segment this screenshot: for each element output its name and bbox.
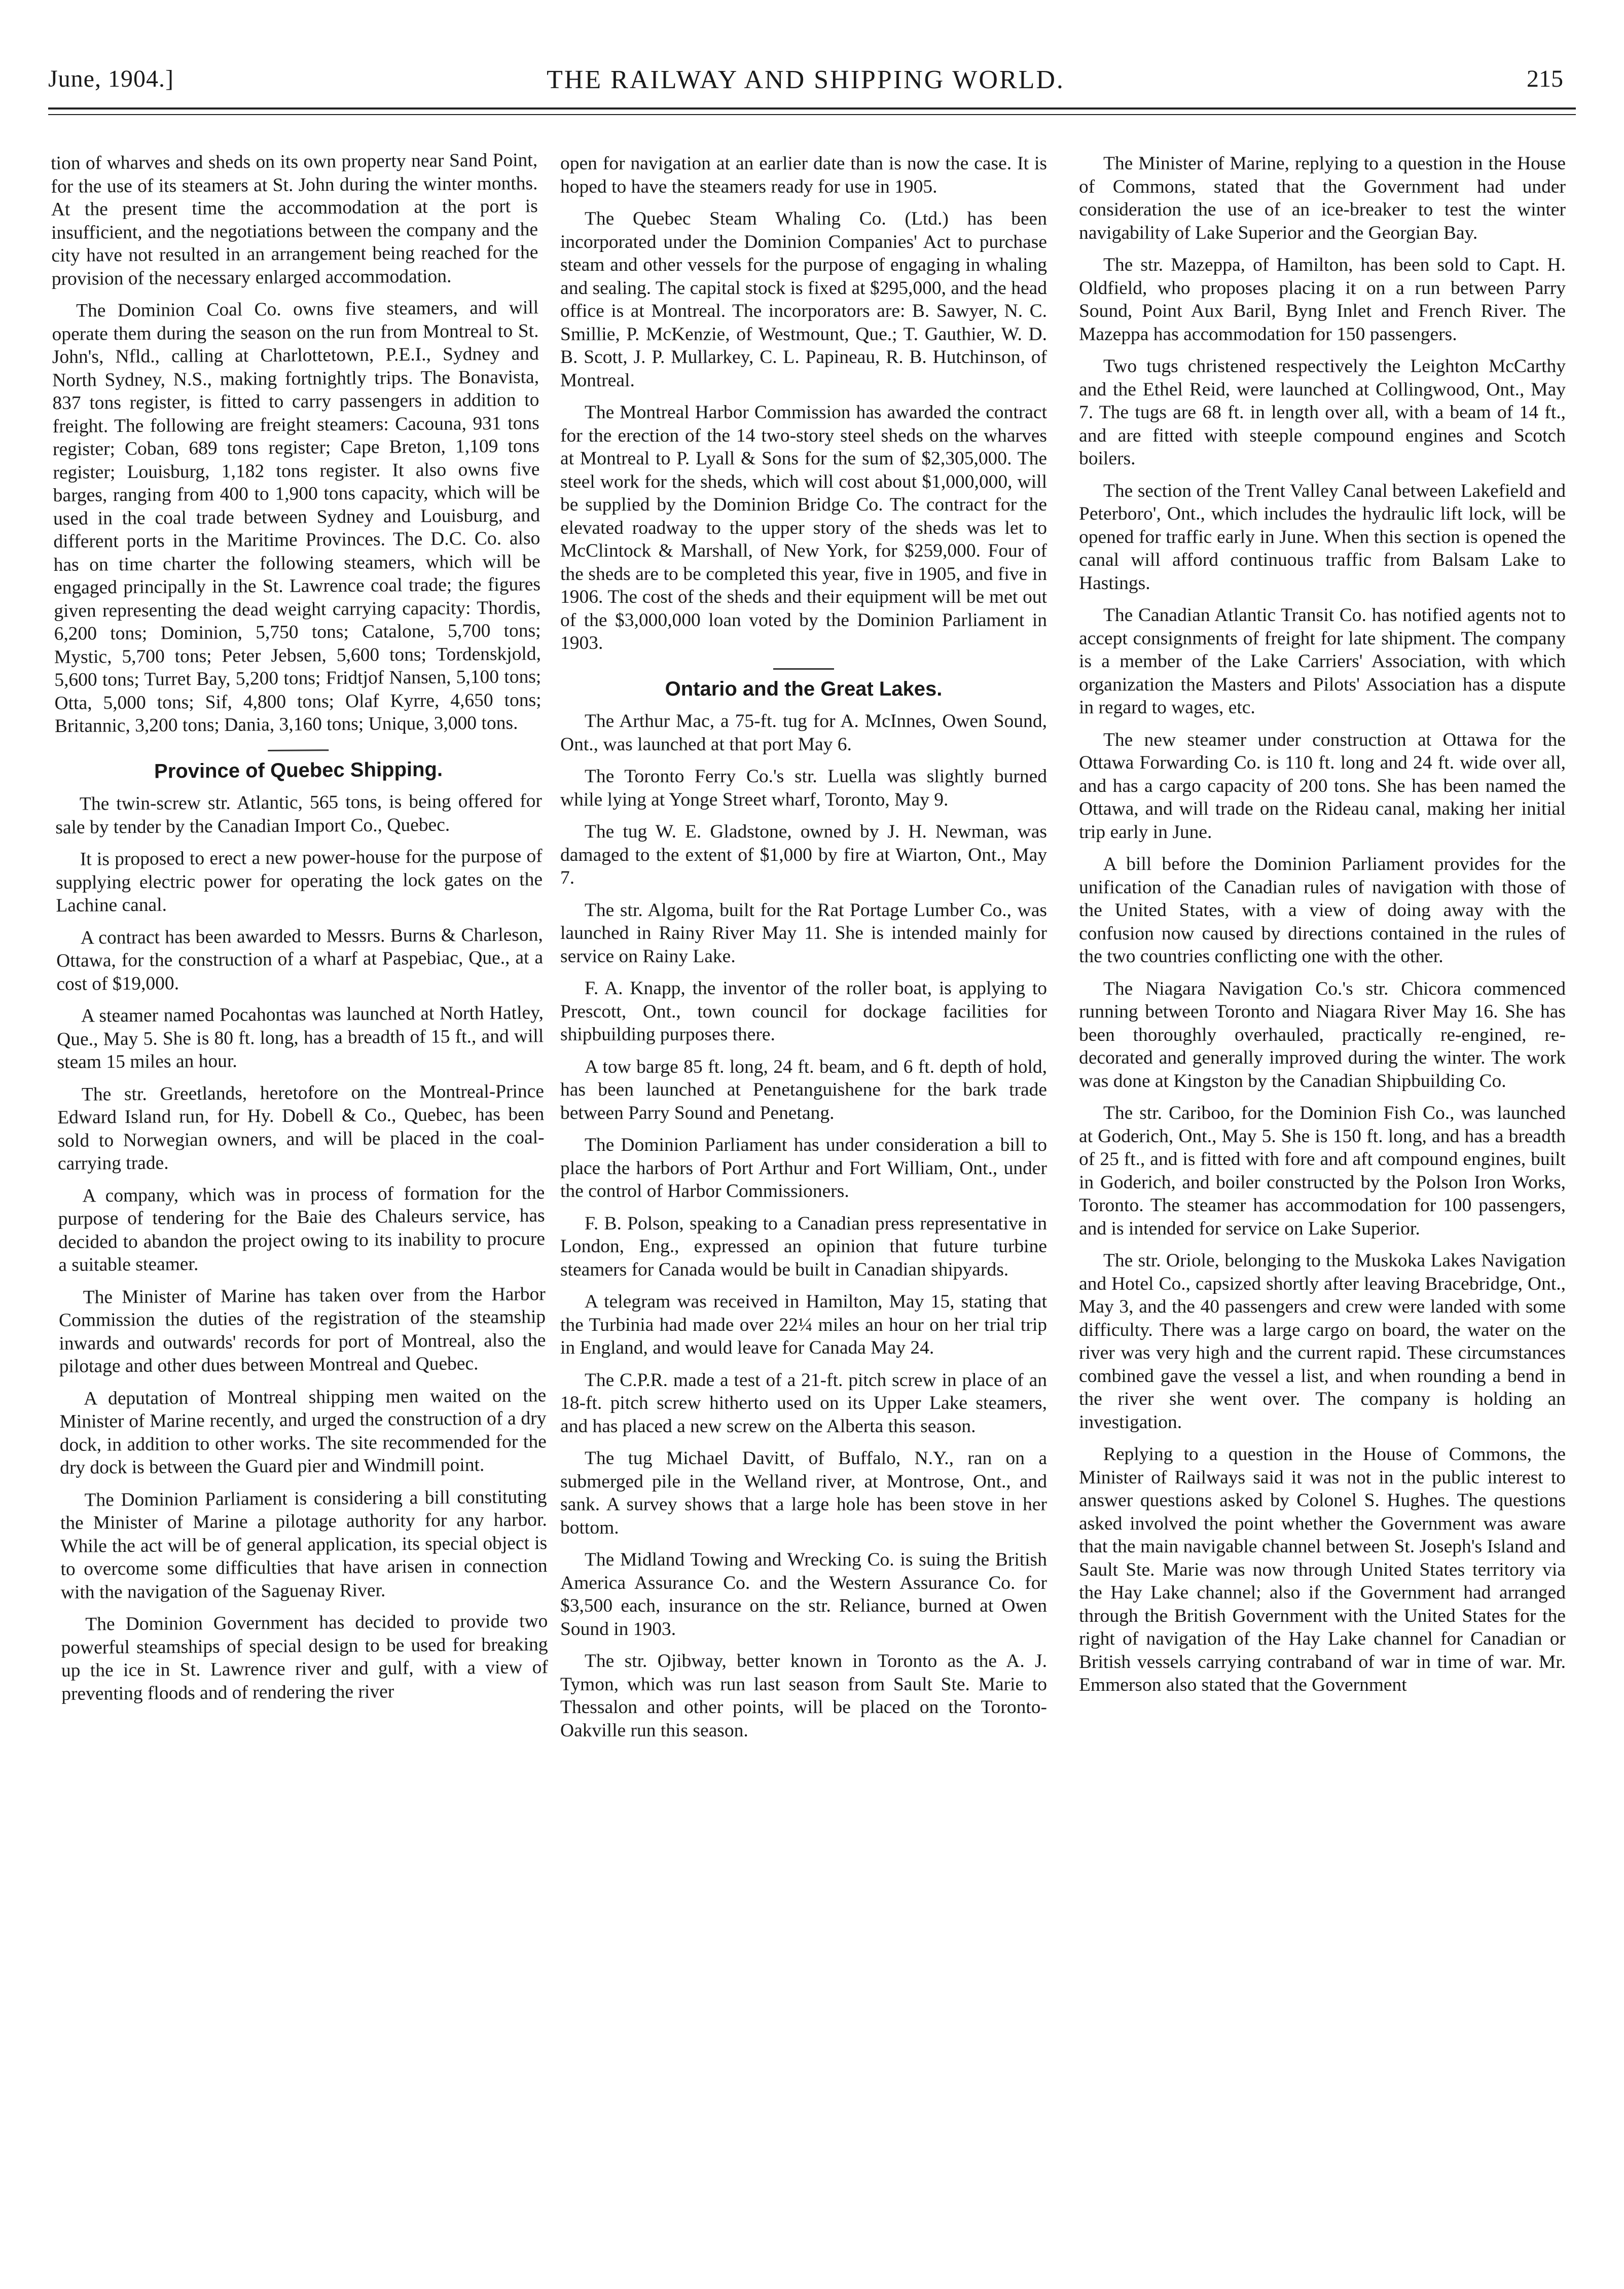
paragraph: F. A. Knapp, the inventor of the roller boat, is applying to Prescott, Ont., town council for dockage facilities for shipbuilding purposes there. [560, 978, 1047, 1045]
paragraph: It is proposed to erect a new power-house for the purpose of supplying electric power for operating the lock gates on the Lachine canal. [55, 846, 543, 916]
paragraph: The Quebec Steam Whaling Co. (Ltd.) has been incorporated under the Dominion Companies' Act to purchase steam and other vessels for the purpose of engaging in whaling and sealing. The capital stock is fixed at $295,000, and the head office is at Montreal. The incorporators are: B. Sawyer, N. C. Smillie, P. McKenzie, of Westmount, Que.; T. Gauthier, W. D. B. Scott, J. P. Mullarkey, C. L. Papineau, R. B. Hutchinson, of Montreal. [560, 208, 1047, 391]
section-heading: Province of Quebec Shipping. [154, 758, 443, 783]
paragraph: The twin-screw str. Atlantic, 565 tons, is being offered for sale by tender by the Canadian Import Co., Quebec. [55, 790, 543, 838]
paragraph: The Minister of Marine has taken over from the Harbor Commission the duties of the registration of the steamship inwards and outwards' records for port of Montreal, also the pilotage and other dues between Montreal and Quebec. [58, 1283, 546, 1377]
paragraph: A contract has been awarded to Messrs. Burns & Charleson, Ottawa, for the construction of a wharf at Paspebiac, Que., at a cost of $19,000. [56, 924, 544, 995]
column-middle [560, 152, 1047, 1751]
paragraph: A telegram was received in Hamilton, May 15, stating that the Turbinia had made over 22¼ miles an hour on her trial trip in England, and would leave for Canada May 24. [560, 1291, 1047, 1358]
paragraph: A tow barge 85 ft. long, 24 ft. beam, and 6 ft. depth of hold, has been launched at Penetanguishene for the bark trade between Parry Sound and Penetang. [560, 1056, 1047, 1123]
publication-title: THE RAILWAY AND SHIPPING WORLD. [547, 65, 1065, 94]
issue-date: June, 1904.] [48, 65, 174, 92]
paragraph: Replying to a question in the House of Commons, the Minister of Railways said it was not in the public interest to answer questions asked by Colonel S. Hughes. The questions asked involved the point whether the Government was aware that the main navigable channel between St. Joseph's Island and Sault Ste. Marie was now through United States territory via the Hay Lake channel; also if the Government had arranged through the British Government with the United States for the right of navigation of the Hay Lake channel for Canadian or British vessels carrying contraband of war in time of war. Mr. Emmerson also stated that the Government [1079, 1444, 1566, 1695]
paragraph: The Dominion Government has decided to provide two powerful steamships of special design to be used for breaking up the ice in St. Lawrence river and gulf, with a view of preventing floods and of rendering the river [61, 1611, 549, 1704]
paragraph: tion of wharves and sheds on its own property near Sand Point, for the use of its steamers at St. John during the winter months. At the present time the accommodation at the port is insufficient, and the negotiations between the company and the city have not resulted in an arrangement being reached for the provision of the necessary enlarged accommodation. [51, 150, 538, 289]
paragraph: The Arthur Mac, a 75-ft. tug for A. McInnes, Owen Sound, Ont., was launched at that port May 6. [560, 711, 1047, 755]
paragraph: A steamer named Pocahontas was launched at North Hatley, Que., May 5. She is 80 ft. long, has a breadth of 15 ft., and will steam 15 miles an hour. [57, 1002, 544, 1073]
paragraph: The Dominion Coal Co. owns five steamers, and will operate them during the season on the run from Montreal to St. John's, Nfld., calling at Charlottetown, P.E.I., Sydney and North Sydney, N.S., making fortnightly trips. The Bonavista, 837 tons register, is fitted to carry passengers in addition to freight. The following are freight steamers: Cacouna, 931 tons register; Coban, 689 tons register; Cape Breton, 1,109 tons register; Louisburg, 1,182 tons register. It also owns five barges, ranging from 400 to 1,900 tons capacity, which will be used in the coal trade between Sydney and Louisburg, and different ports in the Maritime Provinces. The D.C. Co. also has on time charter the following steamers, which will be engaged principally in the St. Lawrence coal trade; the figures given representing the dead weight carrying capacity: Thordis, 6,200 tons; Dominion, 5,750 tons; Catalone, 5,700 tons; Mystic, 5,700 tons; Peter Jebsen, 5,600 tons; Tordenskjold, 5,600 tons; Turret Bay, 5,200 tons; Fridtjof Nansen, 5,100 tons; Otta, 5,000 tons; Sif, 4,800 tons; Olaf Kyrre, 4,650 tons; Britannic, 3,200 tons; Dania, 3,160 tons; Unique, 3,000 tons. [52, 297, 542, 737]
paragraph: The str. Cariboo, for the Dominion Fish Co., was launched at Goderich, Ont., May 5. She is 150 ft. long, and has a breadth of 25 ft., and is fitted with fore and aft compound engines, built in Goderich, and boiler constructed by the Polson Iron Works, Toronto. The steamer has accommodation for 100 passengers, and is intended for service on Lake Superior. [1079, 1103, 1566, 1239]
page-header [48, 60, 1563, 105]
header-rule-thin [48, 114, 1576, 115]
paragraph: The str. Greetlands, heretofore on the Montreal-Prince Edward Island run, for Hy. Dobell & Co., Quebec, has been sold to Norwegian owners, and will be placed in the coal-carrying trade. [57, 1080, 545, 1174]
paragraph: The str. Ojibway, better known in Toronto as the A. J. Tymon, which was run last season from Sault Ste. Marie to Thessalon and other points, will be placed on the Toronto-Oakville run this season. [560, 1651, 1047, 1741]
paragraph: The new steamer under construction at Ottawa for the Ottawa Forwarding Co. is 110 ft. long and 24 ft. wide over all, and has a cargo capacity of 200 tons. She has been named the Ottawa, and will trade on the Rideau canal, making her initial trip early in June. [1079, 729, 1566, 843]
section-divider [268, 749, 329, 751]
column-right [1079, 152, 1566, 1706]
paragraph: The str. Algoma, built for the Rat Portage Lumber Co., was launched in Rainy River May 11. She is intended mainly for service on Rainy Lake. [560, 899, 1047, 967]
paragraph: A deputation of Montreal shipping men waited on the Minister of Marine recently, and urged the construction of a dry dock, in addition to other works. The site recommended for the dry dock is between the Guard pier and Windmill point. [59, 1385, 547, 1478]
paragraph: The tug W. E. Gladstone, owned by J. H. Newman, was damaged to the extent of $1,000 by fire at Wiarton, Ont., May 7. [560, 821, 1047, 888]
paragraph: The tug Michael Davitt, of Buffalo, N.Y., ran on a submerged pile in the Welland river, at Montrose, Ont., and sank. A survey shows that a large hole has been stove in her bottom. [560, 1448, 1047, 1538]
paragraph: The Dominion Parliament is considering a bill constituting the Minister of Marine a pilotage authority for any harbor. While the act will be of general application, its special object is to overcome some difficulties that have arisen in connection with the navigation of the Saguenay River. [60, 1486, 548, 1603]
paragraph: A bill before the Dominion Parliament provides for the unification of the Canadian rules of navigation with those of the United States, with a view of doing away with the confusion now caused by directions contained in the rules of the two countries conflicting one with the other. [1079, 854, 1566, 967]
paragraph: The section of the Trent Valley Canal between Lakefield and Peterboro', Ont., which includes the hydraulic lift lock, will be opened for traffic early in June. When this section is opened the canal will afford continuous traffic from Balsam Lake to Hastings. [1079, 480, 1566, 594]
paragraph: A company, which was in process of formation for the purpose of tendering for the Baie des Chaleurs service, has decided to abandon the project owing to its inability to procure a suitable steamer. [58, 1182, 546, 1276]
paragraph: The str. Oriole, belonging to the Muskoka Lakes Navigation and Hotel Co., capsized shortly after leaving Bracebridge, Ont., May 3, and the 40 passengers and crew were landed with some difficulty. There was a large cargo on board, the water on the river was very high and the current rapid. These circumstances combined gave the vessel a list, and when rounding a bend in the river she went over. The company is holding an investigation. [1079, 1250, 1566, 1433]
paragraph: The Minister of Marine, replying to a question in the House of Commons, stated that the Government had under consideration the use of an ice-breaker to test the winter navigability of Lake Superior and the Georgian Bay. [1079, 153, 1566, 243]
section-divider [773, 668, 834, 670]
paragraph: The Niagara Navigation Co.'s str. Chicora commenced running between Toronto and Niagara River May 16. She has been thoroughly overhauled, practically re-engined, re-decorated and generally improved during the winter. The work was done at Kingston by the Canadian Shipbuilding Co. [1079, 978, 1566, 1092]
paragraph: F. B. Polson, speaking to a Canadian press representative in London, Eng., expressed an opinion that future turbine steamers for Canada would be built in Canadian shipyards. [560, 1213, 1047, 1280]
header-rule-thick [48, 107, 1576, 110]
paragraph: The Montreal Harbor Commission has awarded the contract for the erection of the 14 two-story steel sheds on the wharves at Montreal to P. Lyall & Sons for the sum of $2,305,000. The steel work for the sheds, which will cost about $1,000,000, will be supplied by the Dominion Bridge Co. The contract for the elevated roadway to the upper story of the sheds was let to McClintock & Marshall, of New York, for $259,000. Four of the sheds are to be completed this year, five in 1905, and five in 1906. The cost of the sheds and their equipment will be met out of the $3,000,000 loan voted by the Dominion Parliament in 1903. [560, 402, 1047, 653]
paragraph: The C.P.R. made a test of a 21-ft. pitch screw in place of an 18-ft. pitch screw hitherto used on its Upper Lake steamers, and has placed a new screw on the Alberta this season. [560, 1369, 1047, 1437]
paragraph: The Midland Towing and Wrecking Co. is suing the British America Assurance Co. and the Western Assurance Co. for $3,500 each, insurance on the str. Reliance, burned at Owen Sound in 1903. [560, 1549, 1047, 1640]
page-number: 215 [1527, 65, 1563, 92]
paragraph: The Toronto Ferry Co.'s str. Luella was slightly burned while lying at Yonge Street wharf, Toronto, May 9. [560, 766, 1047, 810]
paragraph: The Canadian Atlantic Transit Co. has notified agents not to accept consignments of freight for late shipment. The company is a member of the Lake Carriers' Association, with which organization the Masters and Pilots' Association has a dispute in regard to wages, etc. [1079, 605, 1566, 718]
paragraph: The Dominion Parliament has under consideration a bill to place the harbors of Port Arthur and Fort William, Ont., under the control of Harbor Commissioners. [560, 1135, 1047, 1202]
paragraph: open for navigation at an earlier date than is now the case. It is hoped to have the steamers ready for use in 1905. [560, 153, 1047, 197]
section-heading: Ontario and the Great Lakes. [665, 677, 943, 700]
paragraph: Two tugs christened respectively the Leighton McCarthy and the Ethel Reid, were launched at Collingwood, Ont., May 7. The tugs are 68 ft. in length over all, with a beam of 14 ft., and are fitted with steeple compound engines and Scotch boilers. [1079, 356, 1566, 469]
paragraph: The str. Mazeppa, of Hamilton, has been sold to Capt. H. Oldfield, who proposes placing it on a run between Parry Sound, Point Aux Baril, Byng Inlet and French River. The Mazeppa has accommodation for 150 passengers. [1079, 255, 1566, 345]
column-left [51, 149, 548, 1715]
